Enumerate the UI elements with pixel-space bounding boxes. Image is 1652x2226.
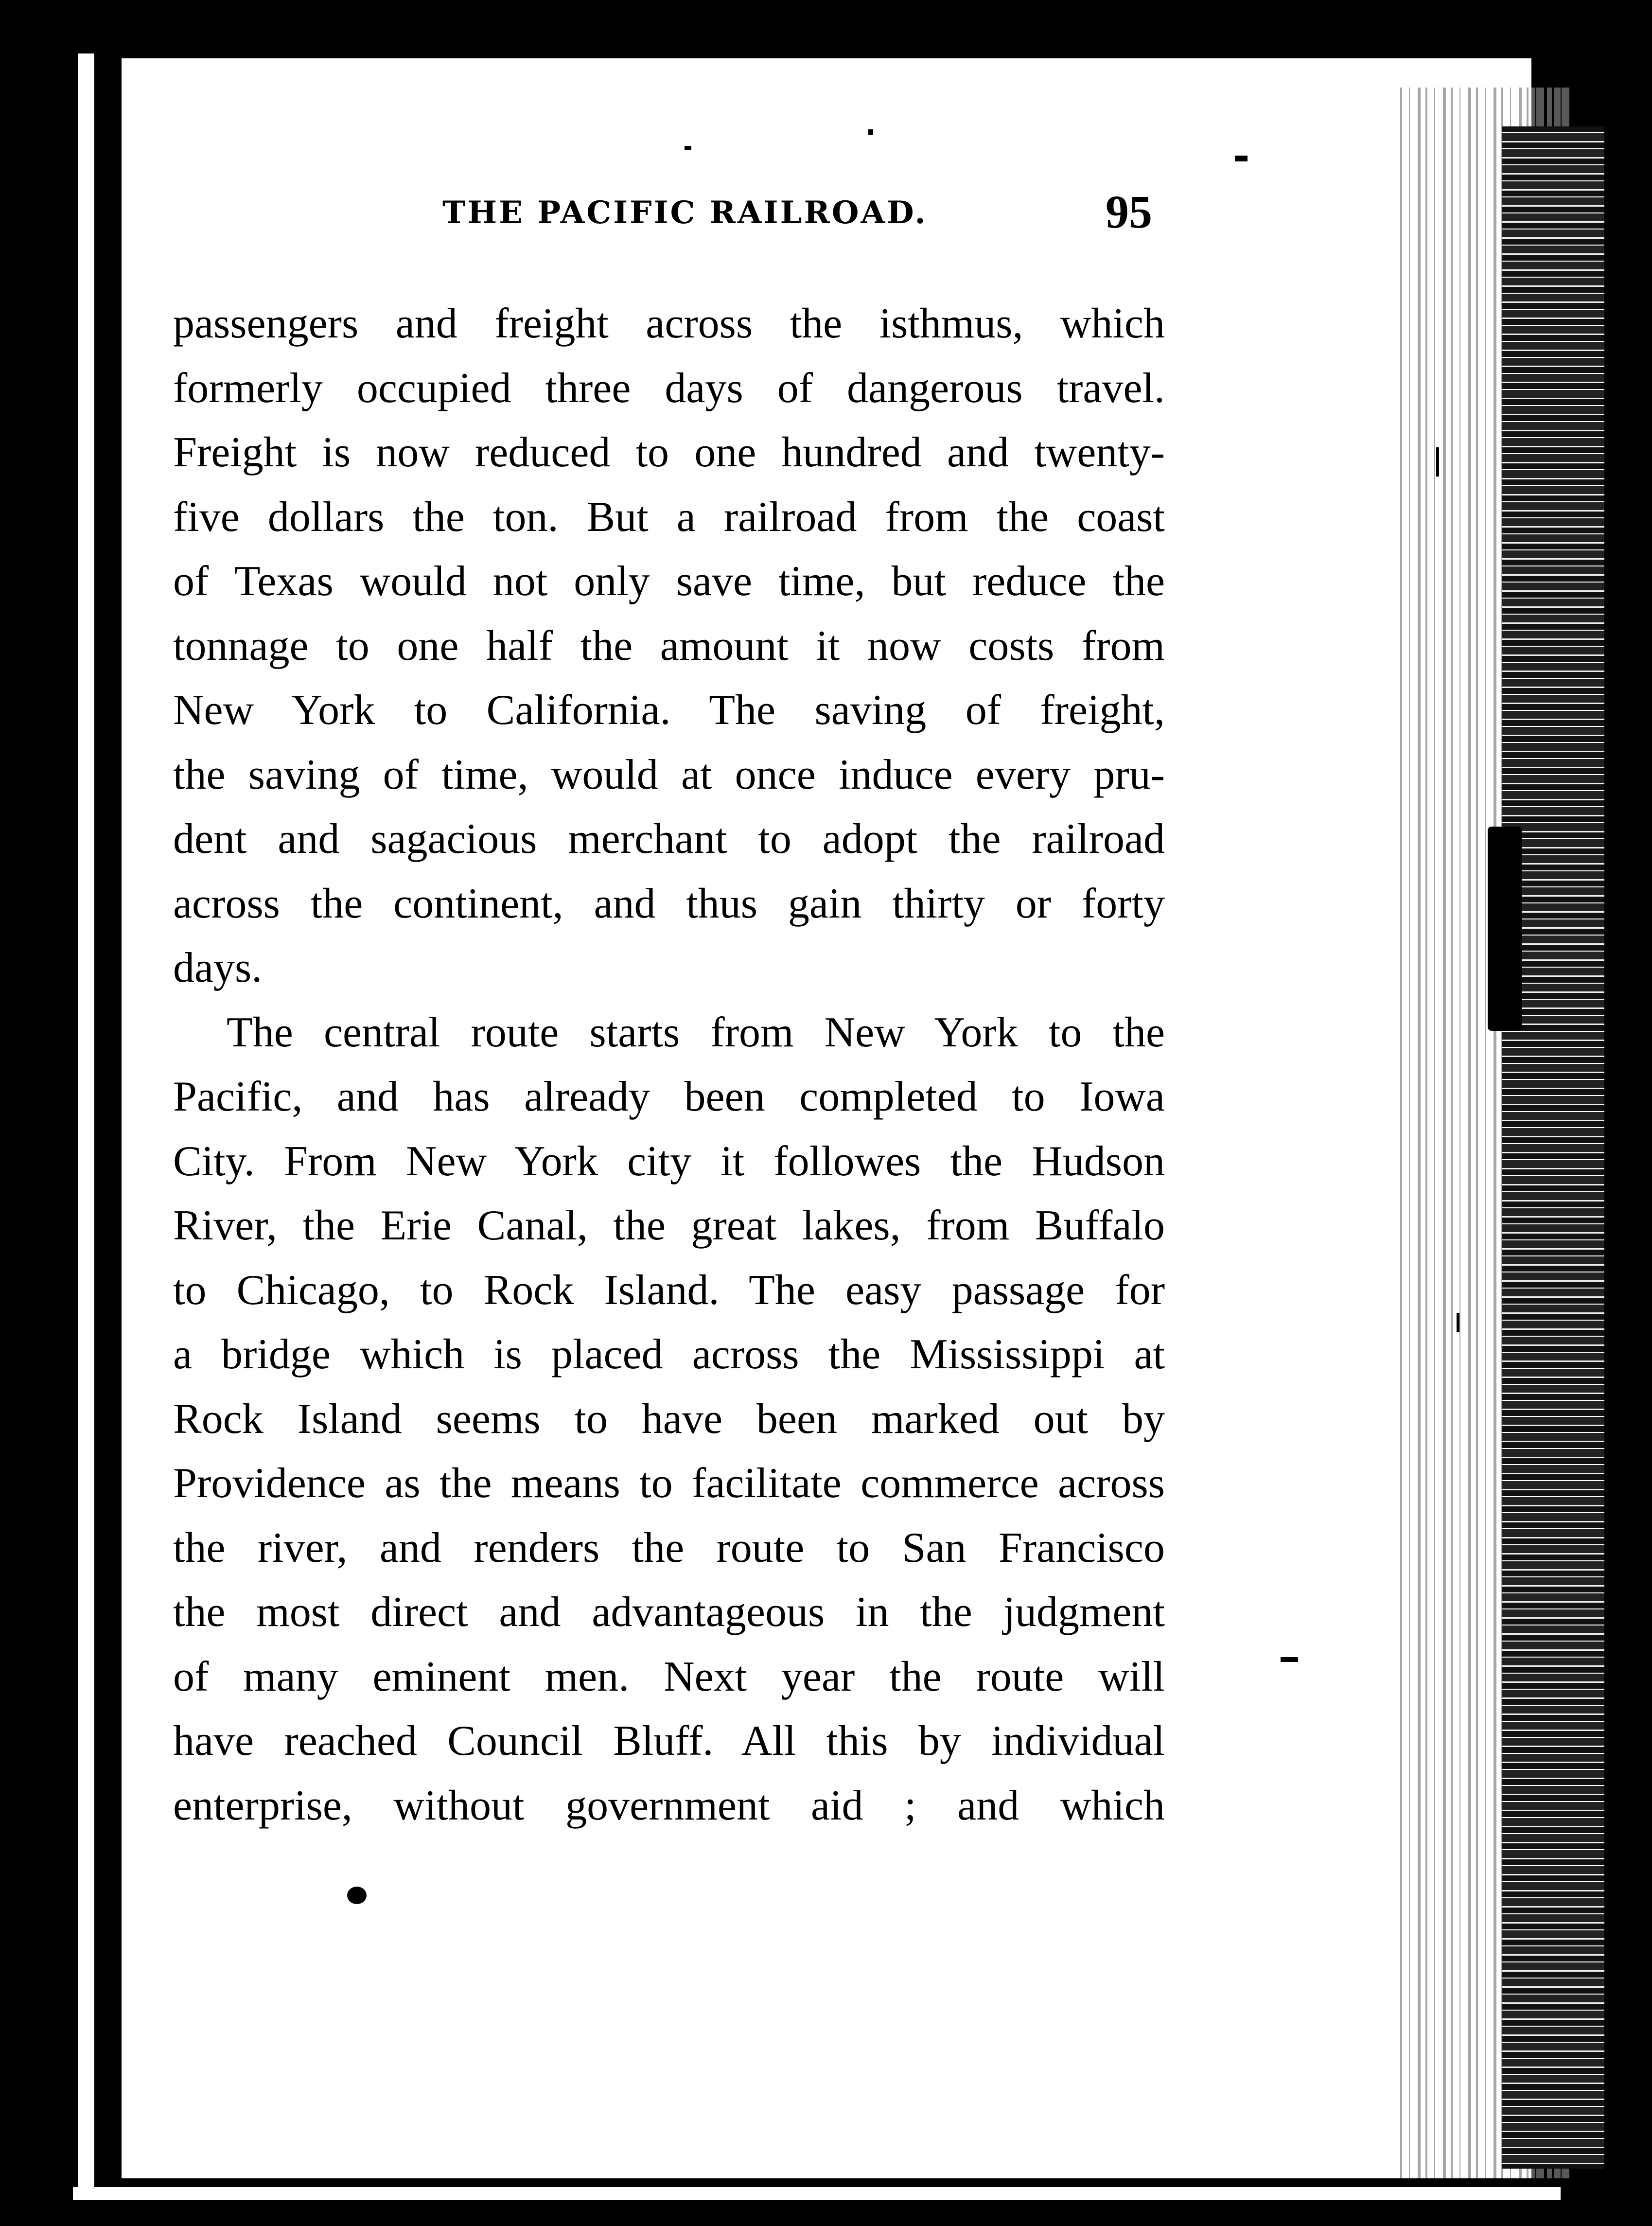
text-line: Pacific, and has already been completed to Iowa [173, 1073, 1165, 1120]
running-title: THE PACIFIC RAILROAD. [442, 194, 928, 231]
body-text [173, 292, 1165, 1838]
speck-mark [1457, 1313, 1459, 1332]
text-line: formerly occupied three days of dangerous travel. [173, 364, 1165, 412]
speck-mark [1235, 156, 1248, 161]
text-line: days. [173, 944, 263, 991]
text-line: the saving of time, would at once induce every pru- [173, 751, 1165, 798]
text-line: have reached Council Bluff. All this by individual [173, 1717, 1165, 1765]
text-line: Providence as the means to facilitate commerce across [173, 1460, 1165, 1507]
text-line: across the continent, and thus gain thirty or forty [173, 880, 1165, 927]
text-line: passengers and freight across the isthmus, which [173, 300, 1165, 347]
speck-mark [1436, 447, 1439, 477]
bleed-through-mark [1488, 827, 1522, 1031]
text-line: River, the Erie Canal, the great lakes, from Buffalo [173, 1202, 1165, 1249]
text-line: the river, and renders the route to San Francisco [173, 1524, 1165, 1572]
text-line: enterprise, without government aid ; and which [173, 1782, 1165, 1829]
text-line: New York to California. The saving of freight, [173, 687, 1165, 734]
book-fore-edge [1502, 126, 1604, 2169]
text-line: tonnage to one half the amount it now costs from [173, 622, 1165, 670]
text-line: the most direct and advantageous in the judgment [173, 1589, 1165, 1636]
text-line: of many eminent men. Next year the route will [173, 1653, 1165, 1700]
text-line: Freight is now reduced to one hundred and twenty- [173, 429, 1165, 476]
page-bottom-edge [73, 2187, 1561, 2200]
text-line: five dollars the ton. But a railroad from the coast [173, 493, 1165, 541]
text-line: to Chicago, to Rock Island. The easy passage for [173, 1266, 1165, 1314]
text-line: of Texas would not only save time, but reduce the [173, 558, 1165, 605]
page-left-edge [78, 53, 94, 2193]
text-line: The central route starts from New York to the [227, 1008, 1165, 1056]
ink-blot [347, 1887, 367, 1904]
speck-mark [1281, 1657, 1298, 1662]
speck-mark [868, 129, 873, 135]
text-line: Rock Island seems to have been marked out by [173, 1395, 1165, 1443]
page-number: 95 [1106, 186, 1152, 238]
speck-mark [66, 1537, 73, 1566]
running-header [442, 185, 1152, 238]
text-line: City. From New York city it followes the Hudson [173, 1137, 1165, 1185]
speck-mark [62, 1823, 77, 1829]
speck-mark [685, 146, 691, 150]
text-line: a bridge which is placed across the Mississippi at [173, 1331, 1165, 1378]
text-line: dent and sagacious merchant to adopt the railroad [173, 815, 1165, 863]
